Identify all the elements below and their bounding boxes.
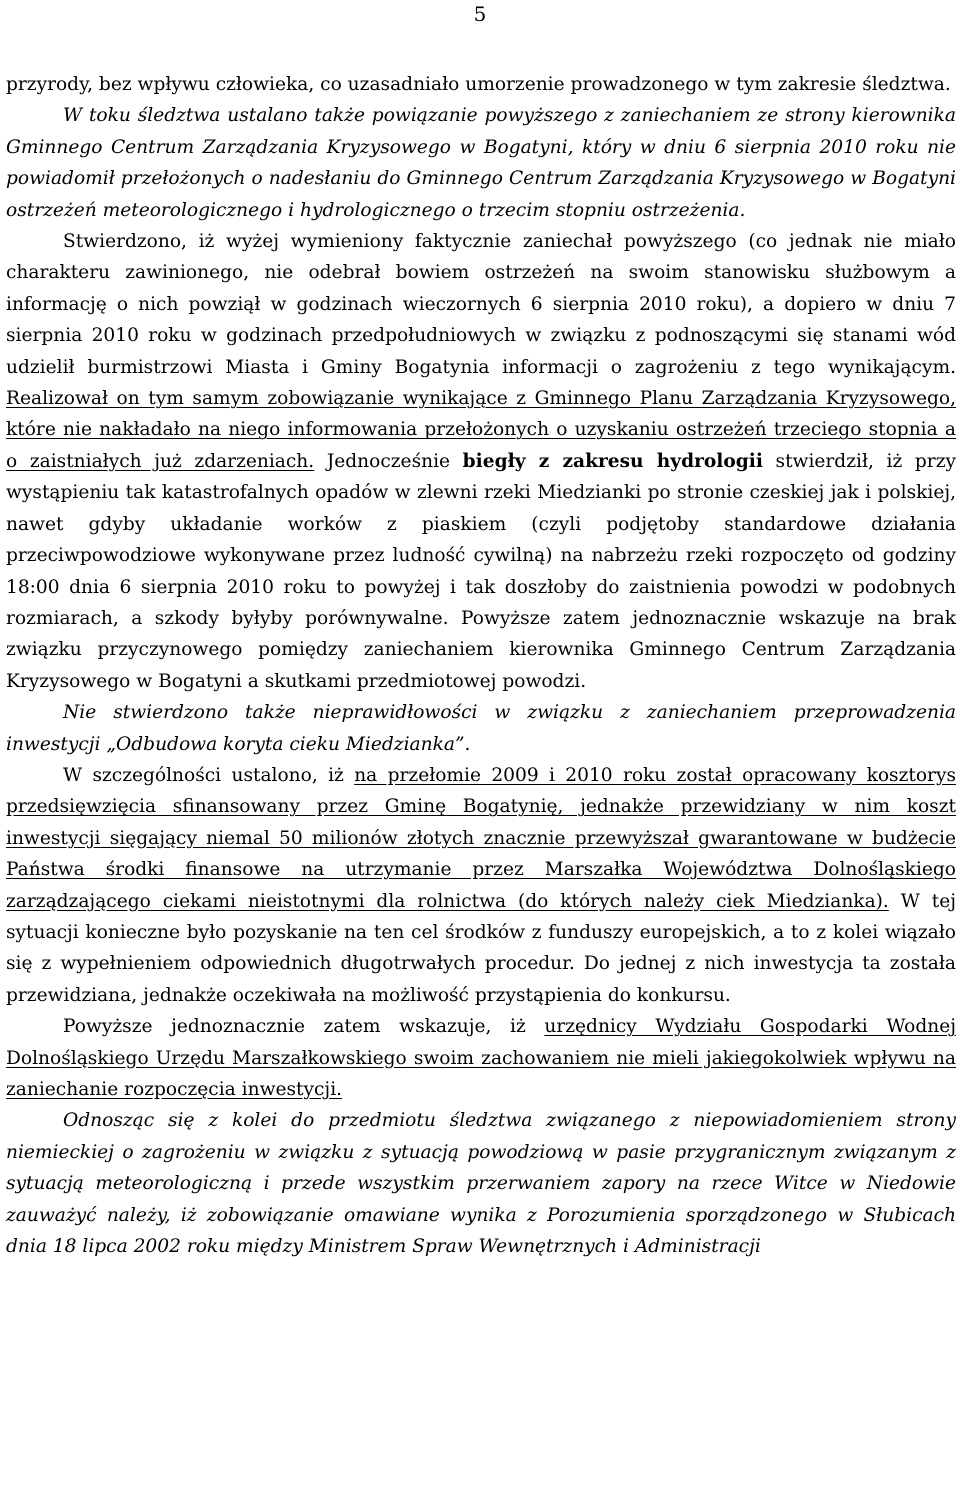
paragraph-statement-findings <box>6 226 956 697</box>
paragraph-text: W szczególności ustalono, iż <box>63 764 355 786</box>
paragraph-text: W tej sytuacji konieczne było pozyskanie na ten cel środków z funduszy europejskich, a to z kolei wiązało się z wypełnieniem odpowiednich długotrwałych procedur. Do jednej z nich inwestycja ta została przewidziana, jednakże oczekiwała na możliwość przystąpienia do konkursu. <box>6 890 956 1006</box>
underlined-text: urzędnicy Wydziału Gospodarki Wodnej Dolnośląskiego Urzędu Marszałkowskiego swoim zachowaniem nie mieli jakiegokolwiek wpływu na zaniechanie rozpoczęcia inwestycji. <box>6 1016 957 1100</box>
underlined-text: na przełomie 2009 i 2010 roku został opracowany kosztorys przedsięwzięcia sfinansowany przez Gminę Bogatynię, jednakże przewidziany w nim koszt inwestycji sięgający niemal 50 milionów złotych znacznie przewyższał gwarantowane w budżecie Państwa środki finansowe na utrzymanie przez Marszałka Województwa Dolnośląskiego zarządzającego ciekami nieistotnymi dla rolnictwa (do których należy ciek Miedzianka). <box>6 764 956 912</box>
paragraph-investigation-findings: W toku śledztwa ustalano także powiązanie powyższego z zaniechaniem ze strony kierownika Gminnego Centrum Zarządzania Kryzysowego w Bogatyni, który w dniu 6 sierpnia 2010 roku nie powiadomił przełożonych o nadesłaniu do Gminnego Centrum Zarządzania Kryzysowego w Bogatyni ostrzeżeń meteorologicznego i hydrologicznego o trzecim stopniu ostrzeżenia. <box>6 105 956 221</box>
paragraph-text: Powyższe jednoznacznie zatem wskazuje, iż <box>63 1016 545 1038</box>
underlined-text: Realizował on tym samym zobowiązanie wynikające z Gminnego Planu Zarządzania Kryzysowego, które nie nakładało na niego informowania przełożonych o uzyskaniu ostrzeżeń trzeciego stopnia a o zaistniałych już zdarzeniach. <box>6 388 956 472</box>
paragraph-conclusion <box>6 1011 956 1105</box>
paragraph-text: Stwierdzono, iż wyżej wymieniony faktycznie zaniechał powyższego (co jednak nie miało charakteru zawinionego, nie odebrał bowiem ostrzeżeń na swoim stanowisku służbowym a informację o nich powziął w godzinach wieczornych 6 sierpnia 2010 roku), a dopiero w dniu 7 sierpnia 2010 roku w godzinach przedpołudniowych w związku z podnoszącymi się stanami wód udzielił burmistrzowi Miasta i Gminy Bogatynia informacji o zagrożeniu z tego wynikającym. <box>6 231 956 378</box>
page-number: 5 <box>473 2 487 26</box>
paragraph-no-irregularities: Nie stwierdzono także nieprawidłowości w związku z zaniechaniem przeprowadzenia inwestycji „Odbudowa koryta cieku Miedzianka”. <box>6 702 956 755</box>
paragraph-cost-estimate <box>6 760 956 1011</box>
paragraph-german-side: Odnosząc się z kolei do przedmiotu śledztwa związanego z niepowiadomieniem strony niemieckiej o zagrożeniu w związku z sytuacją powodziową w pasie przygranicznym związanym z sytuacją meteorologiczną i przede wszystkim przerwaniem zapory na rzece Witce w Niedowie zauważyć należy, iż zobowiązanie omawiane wynika z Porozumienia sporządzonego w Słubicach dnia 18 lipca 2002 roku między Ministrem Spraw Wewnętrznych i Administracji <box>6 1110 956 1258</box>
bold-text-hydrology-expert: biegły z zakresu hydrologii <box>462 450 763 472</box>
document-body <box>6 69 956 1262</box>
paragraph-text: stwierdził, iż przy wystąpieniu tak katastrofalnych opadów w zlewni rzeki Miedzianki po stronie czeskiej jak i polskiej, nawet gdyby układanie worków z piaskiem (czyli podjętoby standardowe działania przeciwpowodziowe wykonywane przez ludność cywilną) na nabrzeżu rzeki rozpoczęto od godziny 18:00 dnia 6 sierpnia 2010 roku to powyżej i tak doszłoby do zaistnienia powodzi w podobnych rozmiarach, a szkody byłyby porównywalne. Powyższe zatem jednoznacznie wskazuje na brak związku przyczynowego pomiędzy zaniechaniem kierownika Gminnego Centrum Zarządzania Kryzysowego w Bogatyni a skutkami przedmiotowej powodzi. <box>6 450 956 692</box>
paragraph-text: Jednocześnie <box>314 450 463 472</box>
paragraph-continuation: przyrody, bez wpływu człowieka, co uzasadniało umorzenie prowadzonego w tym zakresie śledztwa. <box>6 74 951 95</box>
